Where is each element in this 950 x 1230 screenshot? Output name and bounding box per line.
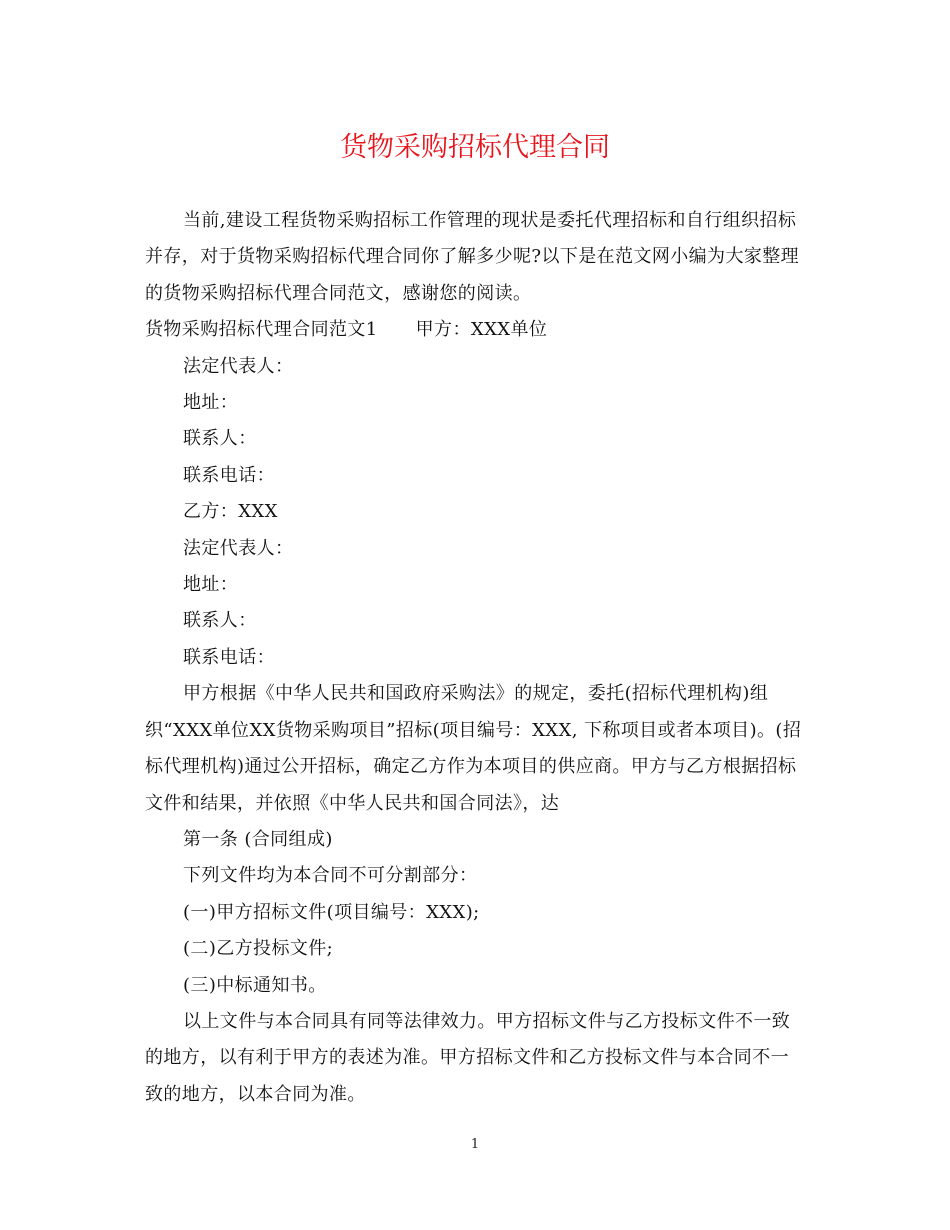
article1-title: 第一条 (合同组成) [183,828,333,850]
party-b-legal-rep: 法定代表人： [183,537,294,559]
party-a-legal-rep: 法定代表人： [183,355,294,377]
party-b-contact: 联系人： [183,610,257,632]
document-body [145,203,805,1113]
page-number: 1 [470,1137,480,1152]
party-a-label: 甲方：XXX单位 [415,319,548,341]
party-a-contact: 联系人： [183,428,257,450]
article1-note-paragraph: 以上文件与本合同具有同等法律效力。甲方招标文件与乙方投标文件不一致的地方，以有利于甲方的表述为准。甲方招标文件和乙方投标文件与本合同不一致的地方，以本合同为准。 [145,1010,791,1105]
intro-paragraph: 当前,建设工程货物采购招标工作管理的现状是委托代理招标和自行组织招标并存，对于货物采购招标代理合同你了解多少呢?以下是在范文网小编为大家整理的货物采购招标代理合同范文，感谢您的阅读。 [145,210,800,304]
party-a-address: 地址： [183,392,239,414]
party-b-label: 乙方：XXX [183,501,278,523]
article1-item-2: (二)乙方投标文件; [183,938,334,960]
sample-heading-line [145,312,805,348]
article1-intro: 下列文件均为本合同不可分割部分： [183,865,478,887]
sample-heading: 货物采购招标代理合同范文1 [145,319,378,341]
article1-item-3: (三)中标通知书。 [183,974,327,996]
party-a-phone: 联系电话： [183,464,275,486]
document-title: 货物采购招标代理合同 [340,132,610,163]
article1-item-1: (一)甲方招标文件(项目编号：XXX); [183,901,480,923]
preamble-paragraph: 甲方根据《中华人民共和国政府采购法》的规定，委托(招标代理机构)组织“XXX单位XX货物采购项目”招标(项目编号：XXX, 下称项目或者本项目)。(招标代理机构)通过公开招标，确定乙方作为本项目的供应商。甲方与乙方根据招标文件和结果，并依照《中华人民共和国合同法》，达 [145,683,802,814]
party-b-phone: 联系电话： [183,646,275,668]
party-b-address: 地址： [183,574,239,596]
